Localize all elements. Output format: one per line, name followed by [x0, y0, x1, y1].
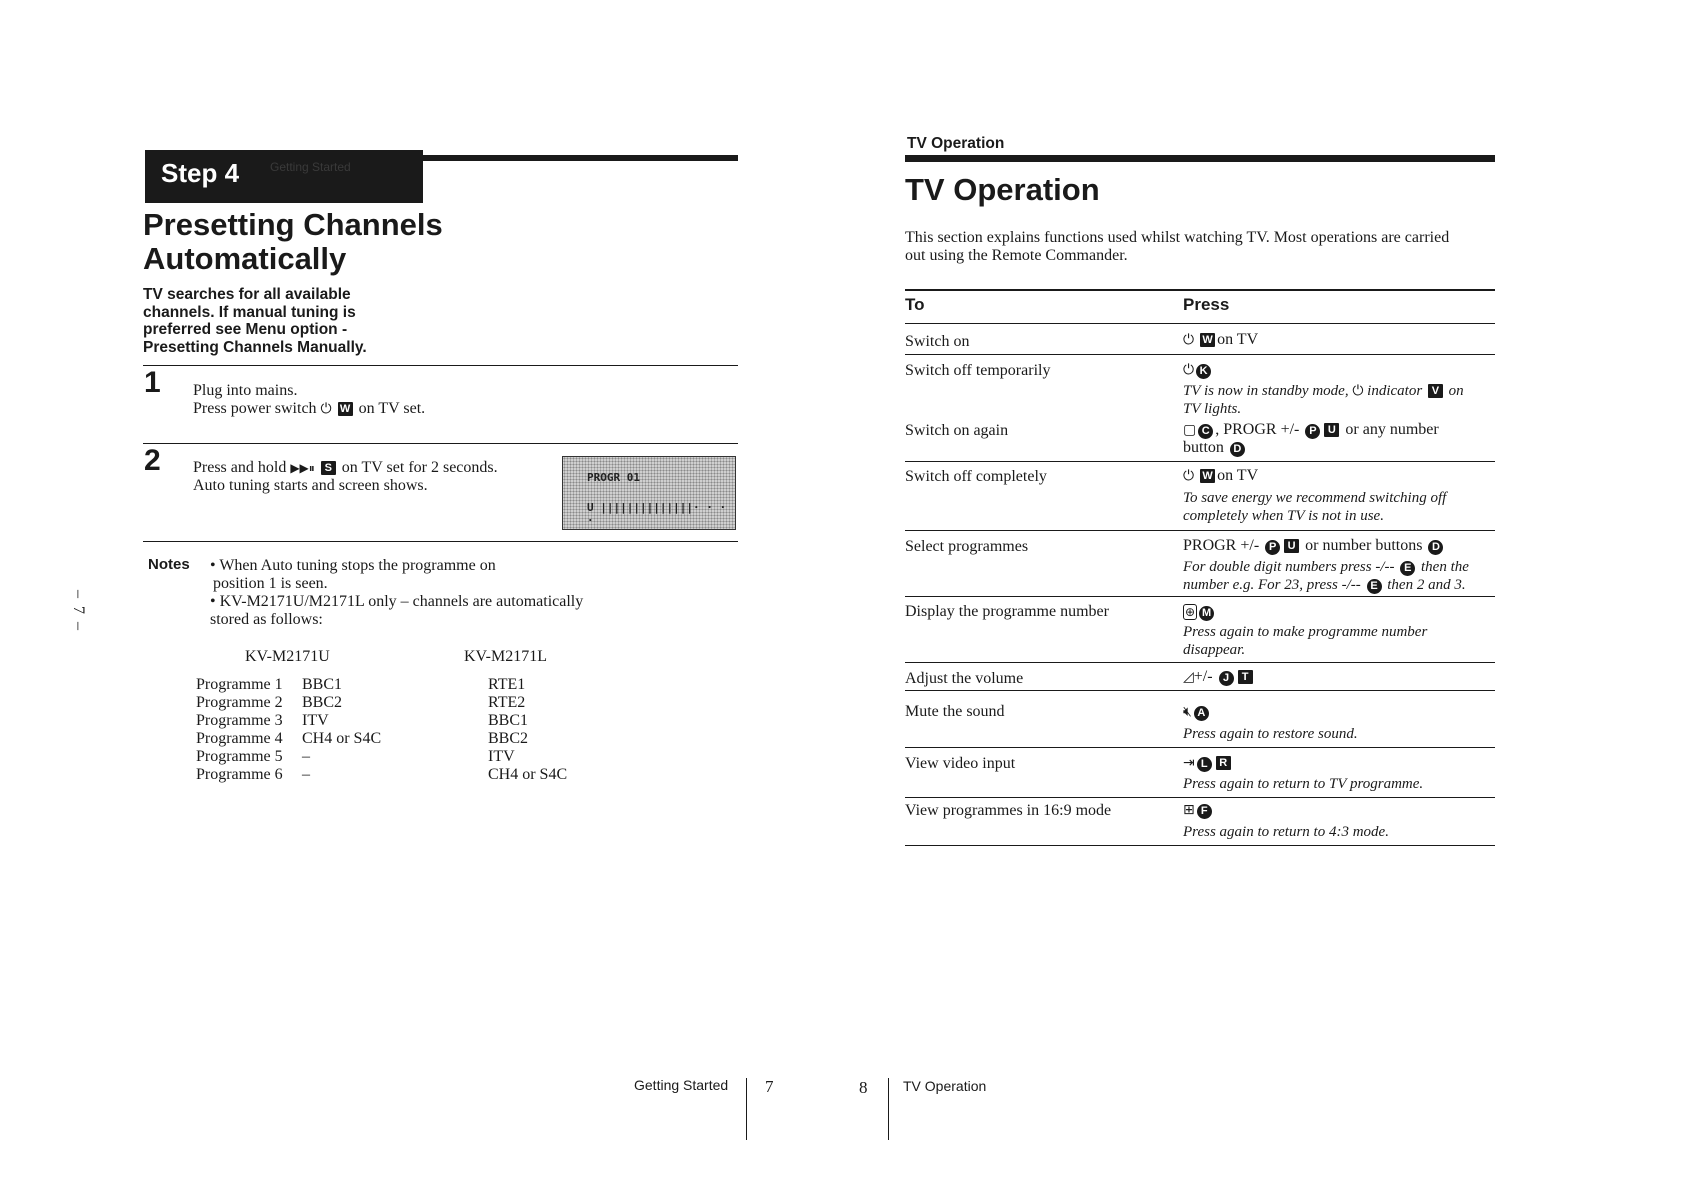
table-rule	[905, 596, 1495, 597]
note-line: disappear.	[1183, 642, 1246, 658]
row-note: Press again to restore sound.	[1183, 726, 1358, 742]
intro-line: This section explains functions used whilst watching TV. Most operations are carried	[905, 229, 1450, 246]
programme-label: Programme 6	[196, 766, 283, 783]
note-text: For double digit numbers press -/--	[1183, 559, 1399, 575]
channel-l: BBC1	[488, 712, 529, 729]
table-rule	[905, 354, 1495, 355]
tv-icon: ▢	[1183, 422, 1197, 438]
model-u-header: KV-M2171U	[245, 648, 330, 665]
notes-label: Notes	[148, 556, 190, 573]
note-line: To save energy we recommend switching off	[1183, 490, 1447, 506]
row-to: Adjust the volume	[905, 670, 1024, 687]
step-tag: Getting Started	[270, 160, 351, 174]
row-to: Switch off temporarily	[905, 362, 1051, 379]
footer-divider	[746, 1078, 747, 1140]
table-rule	[905, 747, 1495, 748]
row-press	[1183, 361, 1213, 379]
programme-l-values	[488, 676, 567, 784]
press-text: , PROGR +/-	[1215, 421, 1304, 438]
row-press	[1183, 801, 1214, 819]
note-text: number e.g. For 23, press -/--	[1183, 577, 1365, 593]
channel-l: RTE1	[488, 676, 526, 693]
tv-screen-illustration	[562, 456, 736, 530]
programme-label: Programme 2	[196, 694, 283, 711]
channel-u: BBC1	[302, 676, 343, 693]
intro-paragraph	[905, 229, 1505, 265]
row-press	[1183, 537, 1445, 555]
note-1	[210, 557, 496, 593]
intro-text	[143, 286, 367, 356]
step1-text-pre: Press power switch	[193, 400, 321, 417]
step-number: 2	[144, 444, 161, 477]
step2-line1	[193, 459, 498, 477]
table-rule	[905, 530, 1495, 531]
row-press	[1183, 668, 1255, 686]
row-note: Press again to return to 4:3 mode.	[1183, 824, 1389, 840]
button-c-icon: C	[1198, 424, 1213, 439]
row-to: Switch off completely	[905, 468, 1047, 485]
channel-l: BBC2	[488, 730, 529, 747]
power-icon: ⏻	[1183, 468, 1195, 484]
row-note	[1183, 382, 1464, 418]
press-text: or any number	[1341, 421, 1439, 438]
footer-divider	[888, 1078, 889, 1140]
note-text: TV is now in standby mode,	[1183, 383, 1353, 399]
programme-label: Programme 5	[196, 748, 283, 765]
row-to: Switch on again	[905, 422, 1009, 439]
row-to: Display the programme number	[905, 603, 1109, 620]
key-u-icon: U	[1324, 423, 1339, 437]
note-line	[1183, 558, 1469, 576]
button-d-icon: D	[1230, 442, 1245, 457]
channel-l: RTE2	[488, 694, 526, 711]
step2-text	[193, 459, 498, 495]
button-m-icon: M	[1199, 606, 1214, 621]
row-press	[1183, 467, 1258, 485]
key-w-icon: W	[1200, 333, 1215, 347]
button-e-icon: E	[1400, 561, 1415, 576]
programme-label: Programme 3	[196, 712, 283, 729]
page-number: 7	[765, 1077, 774, 1096]
standby-icon: ⏻	[1183, 362, 1195, 378]
note-line: completely when TV is not in use.	[1183, 508, 1384, 524]
spine-page-marker: – 7 –	[70, 590, 87, 632]
table-rule	[905, 690, 1495, 691]
channel-u: –	[302, 748, 310, 765]
intro-line: out using the Remote Commander.	[905, 247, 1128, 264]
press-text: button	[1183, 439, 1228, 456]
row-press	[1183, 754, 1233, 772]
button-f-icon: F	[1197, 804, 1212, 819]
table-rule	[905, 845, 1495, 846]
channel-u: ITV	[302, 712, 329, 729]
press-text: or number buttons	[1301, 537, 1427, 554]
note-line: Press again to make programme number	[1183, 624, 1428, 640]
wide-mode-icon: ⊞	[1183, 802, 1195, 818]
display-icon: ⊕	[1185, 605, 1196, 619]
mute-icon: 🔇︎	[1183, 704, 1192, 720]
button-p-icon: P	[1265, 540, 1280, 555]
press-line	[1183, 421, 1439, 439]
row-to: Select programmes	[905, 538, 1029, 555]
row-press	[1183, 603, 1216, 621]
table-rule	[905, 323, 1495, 324]
note-2	[210, 593, 583, 629]
page-title: TV Operation	[905, 172, 1100, 207]
screen-progr-text: PROGR 01	[587, 471, 640, 484]
header-rule	[905, 155, 1495, 162]
row-note	[1183, 623, 1427, 659]
step2-text-post: on TV set for 2 seconds.	[337, 459, 498, 476]
running-header: TV Operation	[907, 135, 1005, 152]
standby-icon: ⏻	[1352, 383, 1364, 399]
key-s-icon: S	[321, 461, 336, 475]
row-to: Switch on	[905, 333, 970, 350]
note-line	[1183, 576, 1469, 594]
programme-u-values	[302, 676, 381, 784]
programme-labels	[196, 676, 283, 784]
channel-l: CH4 or S4C	[488, 766, 568, 783]
footer-section: TV Operation	[903, 1078, 987, 1094]
power-icon: ⏻	[320, 401, 332, 417]
step2-text-pre: Press and hold	[193, 459, 291, 476]
key-w-icon: W	[1200, 469, 1215, 483]
key-w-icon: W	[338, 402, 353, 416]
note-line: position 1 is seen.	[213, 575, 328, 592]
press-text: on TV	[1217, 331, 1259, 348]
button-d-icon: D	[1428, 540, 1443, 555]
model-l-header: KV-M2171L	[464, 648, 547, 665]
intro-line: Presetting Channels Manually.	[143, 338, 367, 356]
step-banner-rule	[423, 155, 738, 161]
key-r-icon: R	[1216, 756, 1231, 770]
row-press	[1183, 703, 1211, 721]
step-label: Step 4	[161, 158, 240, 188]
row-to: Mute the sound	[905, 703, 1005, 720]
row-note: Press again to return to TV programme.	[1183, 776, 1424, 792]
button-a-icon: A	[1194, 706, 1209, 721]
screen-tuning-text: U ||||||||||||||· · · ·	[587, 501, 727, 527]
step1-text	[193, 382, 425, 418]
button-l-icon: L	[1197, 757, 1212, 772]
note-text: on	[1444, 383, 1464, 399]
note-text: indicator	[1363, 383, 1426, 399]
table-top-rule	[905, 289, 1495, 291]
step1-text-post: on TV set.	[354, 400, 426, 417]
channel-l: ITV	[488, 748, 515, 765]
step1-line1: Plug into mains.	[193, 382, 298, 399]
column-header-press: Press	[1183, 295, 1230, 314]
divider	[143, 365, 738, 366]
row-press	[1183, 421, 1439, 457]
table-rule	[905, 662, 1495, 663]
programme-label: Programme 1	[196, 676, 283, 693]
intro-line: TV searches for all available	[143, 286, 351, 303]
programme-label: Programme 4	[196, 730, 283, 747]
note-line: • KV-M2171U/M2171L only – channels are automatically	[210, 593, 584, 610]
row-press	[1183, 331, 1258, 349]
press-text: +/-	[1193, 668, 1217, 685]
note-line: • When Auto tuning stops the programme on	[210, 557, 496, 574]
divider	[143, 443, 738, 444]
title-line: Automatically	[143, 241, 347, 276]
press-line	[1183, 439, 1439, 457]
section-title	[143, 208, 443, 276]
video-input-icon: ⇥	[1183, 755, 1195, 771]
press-text: on TV	[1217, 467, 1259, 484]
row-note	[1183, 489, 1446, 525]
page-number: 8	[859, 1078, 868, 1097]
row-to: View programmes in 16:9 mode	[905, 802, 1112, 819]
note-line: stored as follows:	[210, 611, 323, 628]
button-k-icon: K	[1196, 364, 1211, 379]
play-pause-icon: ▶▶⏸	[290, 461, 315, 475]
note-line	[1183, 382, 1464, 400]
row-to: View video input	[905, 755, 1016, 772]
title-line: Presetting Channels	[143, 207, 443, 242]
button-j-icon: J	[1219, 671, 1234, 686]
table-rule	[905, 797, 1495, 798]
step-number: 1	[144, 366, 161, 399]
intro-line: channels. If manual tuning is	[143, 303, 356, 321]
note-text: then 2 and 3.	[1383, 577, 1466, 593]
divider	[143, 541, 738, 542]
key-u-icon: U	[1284, 539, 1299, 553]
note-text: then the	[1417, 559, 1469, 575]
channel-u: BBC2	[302, 694, 343, 711]
note-line: TV lights.	[1183, 401, 1242, 417]
button-p-icon: P	[1305, 424, 1320, 439]
table-rule	[905, 461, 1495, 462]
key-v-icon: V	[1428, 384, 1443, 398]
step2-line2: Auto tuning starts and screen shows.	[193, 477, 428, 494]
channel-u: –	[302, 766, 310, 783]
step1-line2	[193, 400, 425, 418]
intro-line: preferred see Menu option -	[143, 321, 348, 338]
key-t-icon: T	[1238, 670, 1253, 684]
footer-section: Getting Started	[634, 1077, 729, 1093]
row-note	[1183, 558, 1469, 594]
button-e-icon: E	[1367, 579, 1382, 594]
power-icon: ⏻	[1183, 332, 1195, 348]
channel-u: CH4 or S4C	[302, 730, 382, 747]
volume-wedge-icon: ◿	[1183, 669, 1194, 685]
press-text: PROGR +/-	[1183, 537, 1264, 554]
column-header-to: To	[905, 295, 925, 314]
